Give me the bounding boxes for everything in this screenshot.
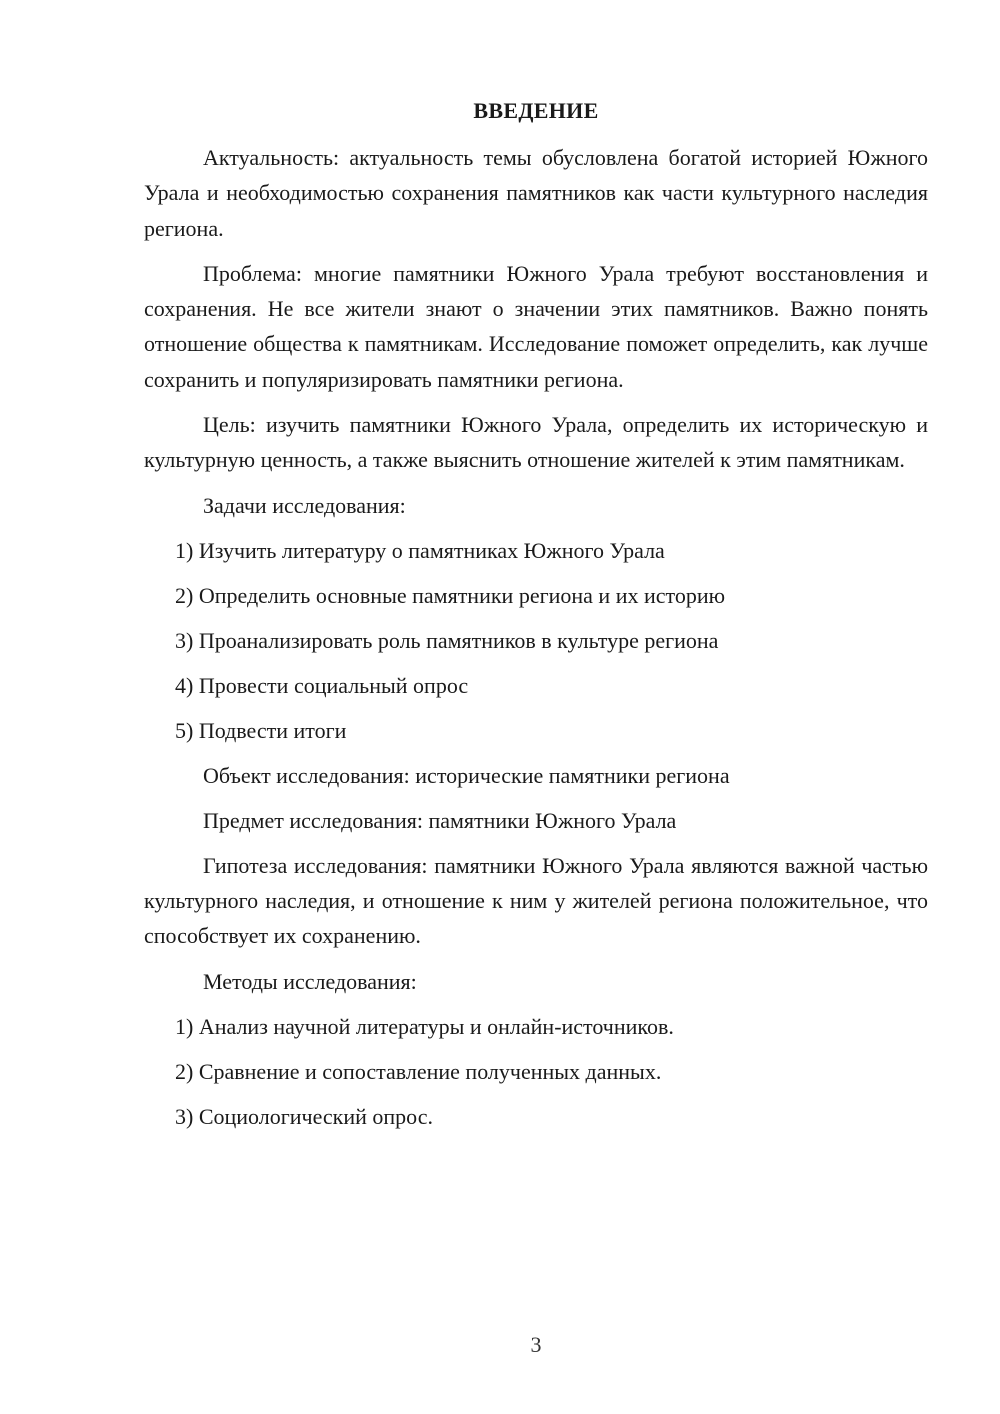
tasks-heading: Задачи исследования: bbox=[203, 492, 406, 518]
task-item: 2) Определить основные памятники региона и их историю bbox=[175, 582, 726, 608]
task-item: 3) Проанализировать роль памятников в культуре региона bbox=[175, 627, 719, 653]
research-subject: Предмет исследования: памятники Южного Урала bbox=[203, 807, 677, 833]
method-item: 2) Сравнение и сопоставление полученных данных. bbox=[175, 1058, 662, 1084]
method-item: 3) Социологический опрос. bbox=[175, 1103, 433, 1129]
methods-heading: Методы исследования: bbox=[203, 968, 417, 994]
page-number: 3 bbox=[530, 1332, 542, 1357]
task-item: 4) Провести социальный опрос bbox=[175, 672, 469, 698]
problem-paragraph: Проблема: многие памятники Южного Урала требуют восстановления и сохранения. Не все жители знают о значении этих памятников. Важно понять отношение общества к памятникам. Исследование поможет определить, как лучше сохранить и популяризировать памятники региона. bbox=[144, 260, 928, 392]
page-content bbox=[144, 96, 928, 1144]
relevance-paragraph: Актуальность: актуальность темы обусловлена богатой историей Южного Урала и необходимостью сохранения памятников как части культурного наследия региона. bbox=[144, 145, 928, 241]
task-item: 5) Подвести итоги bbox=[175, 717, 347, 743]
hypothesis-paragraph: Гипотеза исследования: памятники Южного Урала являются важной частью культурного наследия, и отношение к ним у жителей региона положительное, что способствует их сохранению. bbox=[144, 852, 928, 949]
goal-paragraph: Цель: изучить памятники Южного Урала, определить их историческую и культурную ценность, а также выяснить отношение жителей к этим памятникам. bbox=[144, 412, 928, 473]
method-item: 1) Анализ научной литературы и онлайн-источников. bbox=[175, 1013, 674, 1039]
research-object: Объект исследования: исторические памятники региона bbox=[203, 762, 730, 788]
page-title: ВВЕДЕНИЕ bbox=[473, 98, 599, 123]
task-item: 1) Изучить литературу о памятниках Южного Урала bbox=[175, 537, 665, 563]
